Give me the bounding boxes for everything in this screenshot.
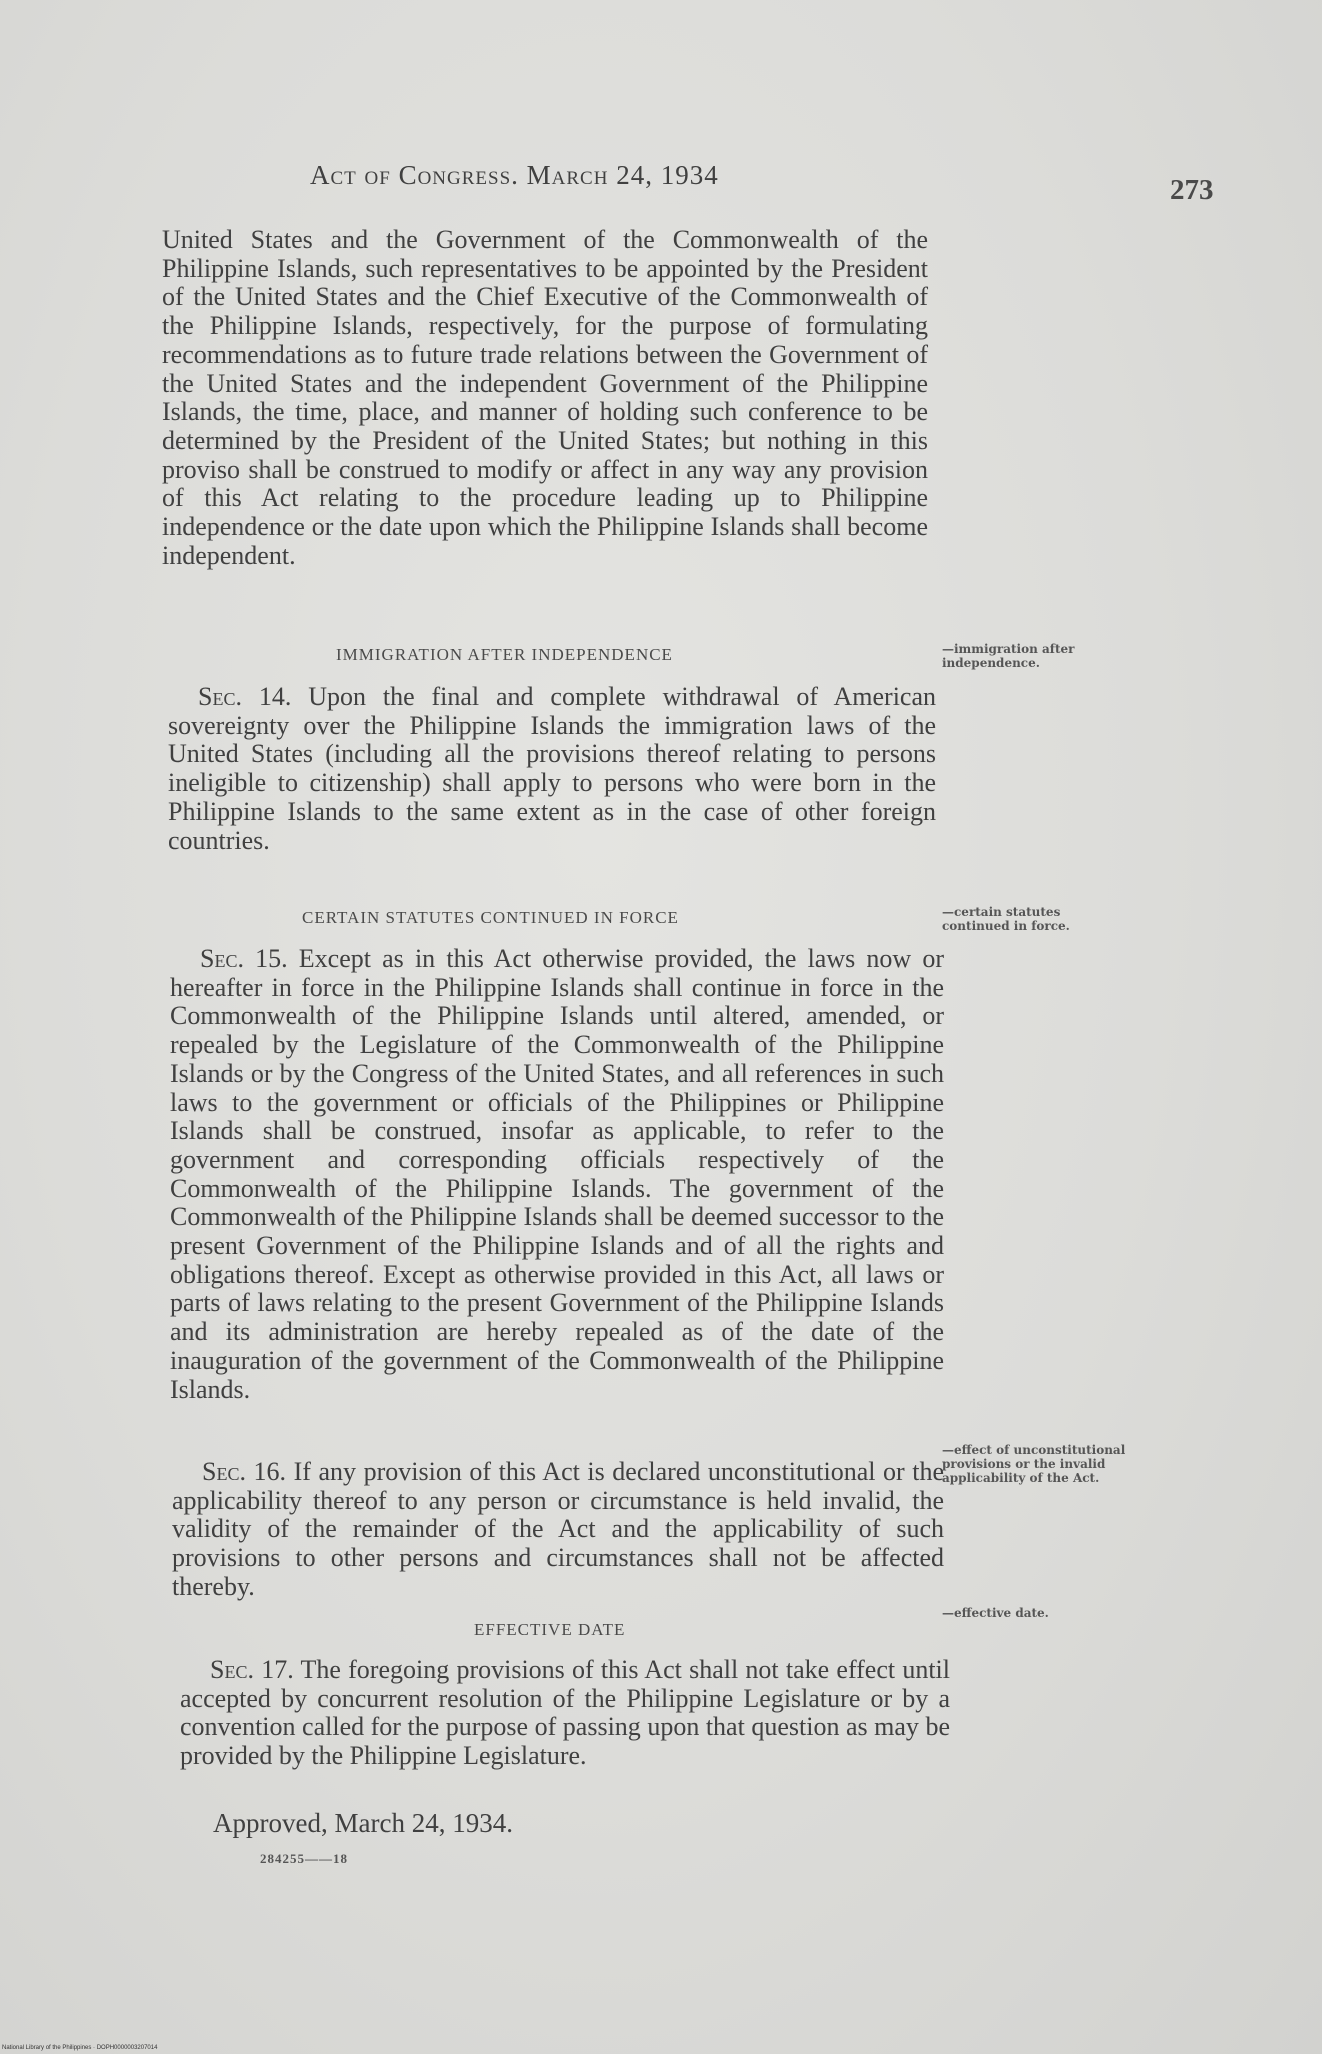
continuation-paragraph	[162, 226, 928, 570]
section-16-label: Sec. 16.	[202, 1457, 287, 1486]
section-14-heading: IMMIGRATION AFTER INDEPENDENCE	[336, 645, 673, 664]
section-15-body	[170, 945, 944, 1404]
running-head: Act of Congress. March 24, 1934	[310, 160, 719, 190]
section-14-label: Sec. 14.	[198, 682, 292, 711]
printer-signature: 284255——18	[260, 1851, 348, 1866]
section-17-heading: EFFECTIVE DATE	[474, 1620, 626, 1639]
section-17-margin-note: —effective date.	[942, 1606, 1049, 1620]
section-16-margin-note: —effect of unconstitutional provisions or the invalid applicability of the Act.	[942, 1443, 1126, 1485]
section-15-text: Except as in this Act otherwise provided, the laws now or hereafter in force in the Philippine Islands shall continue in force in the Commonwealth of the Philippine Islands until altered, amended, or repealed by the Legislature of the Commonwealth of the Philippine Islands or by the Congress of the United States, and all references in such laws to the government or officials of the Philippines or Philippine Islands shall be construed, insofar as applicable, to refer to the government and corresponding officials respectively of the Commonwealth of the Philippine Islands. The government of the Commonwealth of the Philippine Islands shall be deemed successor to the present Government of the Philippine Islands and of all the rights and obligations thereof. Except as otherwise provided in this Act, all laws or parts of laws relating to the present Government of the Philippine Islands and its administration are hereby repealed as of the date of the inauguration of the government of the Commonwealth of the Philippine Islands.	[170, 944, 944, 1404]
section-17-body	[180, 1656, 950, 1771]
section-14-body	[168, 683, 936, 855]
page-number: 273	[1170, 174, 1214, 206]
approval-line: Approved, March 24, 1934.	[213, 1808, 513, 1838]
section-15-heading: CERTAIN STATUTES CONTINUED IN FORCE	[302, 908, 679, 927]
section-17-label: Sec. 17.	[210, 1655, 294, 1684]
section-16-text: If any provision of this Act is declared unconstitutional or the applicability thereof to any person or circumstance is held invalid, the validity of the remainder of the Act and the applicability of such provisions to other persons and circumstances shall not be affected thereby.	[172, 1457, 945, 1601]
section-16-body	[172, 1458, 944, 1602]
section-15-label: Sec. 15.	[200, 944, 288, 973]
section-14-text: Upon the final and complete withdrawal of American sovereignty over the Philippine Islands the immigration laws of the United States (including all the provisions thereof relating to persons ineligible to citizenship) shall apply to persons who were born in the Philippine Islands to the same extent as in the case of other foreign countries.	[168, 682, 936, 855]
section-15-margin-note: —certain statutes continued in force.	[942, 905, 1070, 933]
scan-credit: National Library of the Philippines · DOPH0000003207014	[2, 2045, 158, 2051]
continuation-text: United States and the Government of the Commonwealth of the Philippine Islands, such representatives to be appointed by the President of the United States and the Chief Executive of the Commonwealth of the Philippine Islands, respectively, for the purpose of formulating recommendations as to future trade relations between the Government of the United States and the independent Government of the Philippine Islands, the time, place, and manner of holding such conference to be determined by the President of the United States; but nothing in this proviso shall be construed to modify or affect in any way any provision of this Act relating to the procedure leading up to Philippine independence or the date upon which the Philippine Islands shall become independent.	[162, 225, 928, 570]
section-14-margin-note: —immigration after independence.	[942, 642, 1075, 670]
section-17-text: The foregoing provisions of this Act shall not take effect until accepted by concurrent resolution of the Philippine Legislature or by a convention called for the purpose of passing upon that question as may be provided by the Philippine Legislature.	[180, 1655, 951, 1771]
